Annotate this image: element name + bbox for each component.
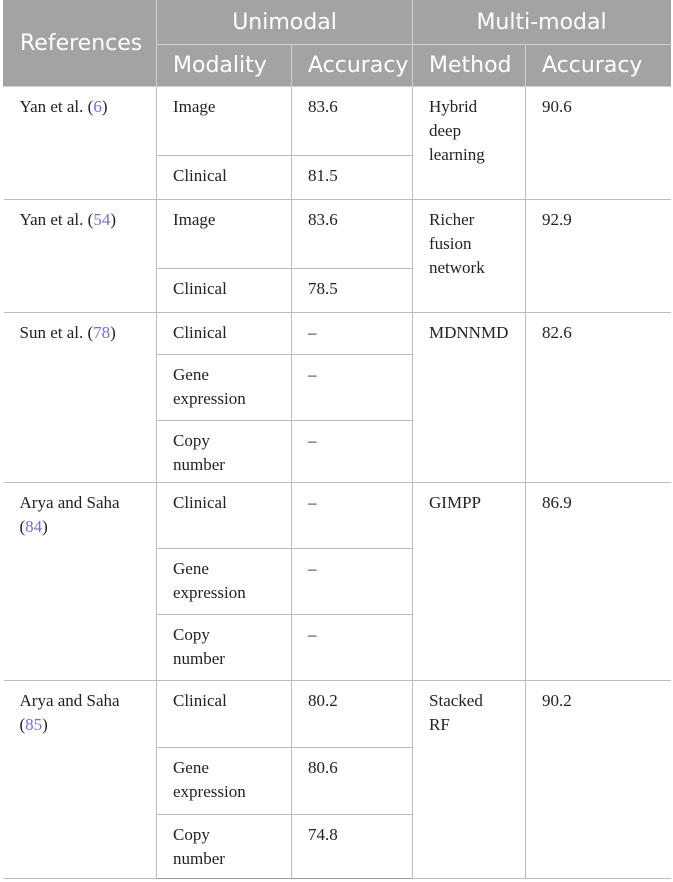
reference-close: ) (42, 517, 48, 536)
modality-cell: Copy number (157, 421, 292, 483)
method-cell: Richer fusion network (413, 200, 526, 313)
method-cell: GIMPP (413, 483, 526, 681)
method-cell: Stacked RF (413, 681, 526, 879)
unimodal-accuracy-cell: 78.5 (292, 269, 413, 313)
citation-link[interactable]: 85 (25, 715, 43, 734)
unimodal-accuracy-cell: – (292, 313, 413, 355)
modality-cell: Gene expression (157, 549, 292, 615)
header-unimodal: Unimodal (157, 1, 413, 45)
reference-close: ) (110, 210, 116, 229)
reference-cell (4, 313, 157, 483)
table-row (4, 200, 671, 269)
unimodal-accuracy-cell: 83.6 (292, 87, 413, 156)
reference-close: ) (42, 715, 48, 734)
multimodal-accuracy-cell: 90.2 (526, 681, 671, 879)
modality-cell: Clinical (157, 483, 292, 549)
header-modality: Modality (157, 45, 292, 87)
unimodal-accuracy-cell: – (292, 421, 413, 483)
unimodal-accuracy-cell: 83.6 (292, 200, 413, 269)
reference-text: Yan et al. ( (19, 97, 94, 116)
unimodal-accuracy-cell: 74.8 (292, 815, 413, 879)
header-multimodal: Multi-modal (413, 1, 671, 45)
table-header (4, 1, 671, 87)
multimodal-accuracy-cell: 86.9 (526, 483, 671, 681)
reference-cell (4, 200, 157, 313)
method-cell: Hybrid deep learning (413, 87, 526, 200)
reference-cell (4, 483, 157, 681)
modality-cell: Image (157, 200, 292, 269)
citation-link[interactable]: 6 (93, 97, 102, 116)
header-accuracy-unimodal: Accuracy (292, 45, 413, 87)
modality-cell: Gene expression (157, 748, 292, 815)
table-row (4, 313, 671, 355)
reference-cell (4, 87, 157, 200)
reference-text: Yan et al. ( (19, 210, 94, 229)
modality-cell: Clinical (157, 681, 292, 748)
multimodal-accuracy-cell: 92.9 (526, 200, 671, 313)
modality-cell: Clinical (157, 156, 292, 200)
method-cell: MDNNMD (413, 313, 526, 483)
modality-cell: Copy number (157, 615, 292, 681)
reference-close: ) (101, 97, 108, 116)
modality-cell: Gene expression (157, 355, 292, 421)
unimodal-accuracy-cell: 81.5 (292, 156, 413, 200)
modality-cell: Image (157, 87, 292, 156)
modality-cell: Clinical (157, 313, 292, 355)
multimodal-accuracy-cell: 82.6 (526, 313, 671, 483)
unimodal-accuracy-cell: – (292, 549, 413, 615)
citation-link[interactable]: 78 (93, 323, 111, 342)
results-table (3, 0, 671, 879)
modality-cell: Copy number (157, 815, 292, 879)
unimodal-accuracy-cell: 80.6 (292, 748, 413, 815)
unimodal-accuracy-cell: – (292, 615, 413, 681)
modality-cell: Clinical (157, 269, 292, 313)
unimodal-accuracy-cell: 80.2 (292, 681, 413, 748)
reference-text: Arya and Saha ( (19, 691, 120, 734)
reference-text: Sun et al. ( (19, 323, 94, 342)
table-row (4, 483, 671, 549)
multimodal-accuracy-cell: 90.6 (526, 87, 671, 200)
table-body (4, 87, 671, 879)
reference-close: ) (110, 323, 116, 342)
unimodal-accuracy-cell: – (292, 483, 413, 549)
table-row (4, 87, 671, 156)
citation-link[interactable]: 54 (93, 210, 111, 229)
header-references: References (4, 1, 157, 87)
citation-link[interactable]: 84 (25, 517, 43, 536)
reference-cell (4, 681, 157, 879)
unimodal-accuracy-cell: – (292, 355, 413, 421)
header-method: Method (413, 45, 526, 87)
header-accuracy-multimodal: Accuracy (526, 45, 671, 87)
reference-text: Arya and Saha ( (19, 493, 120, 536)
table-row (4, 681, 671, 748)
